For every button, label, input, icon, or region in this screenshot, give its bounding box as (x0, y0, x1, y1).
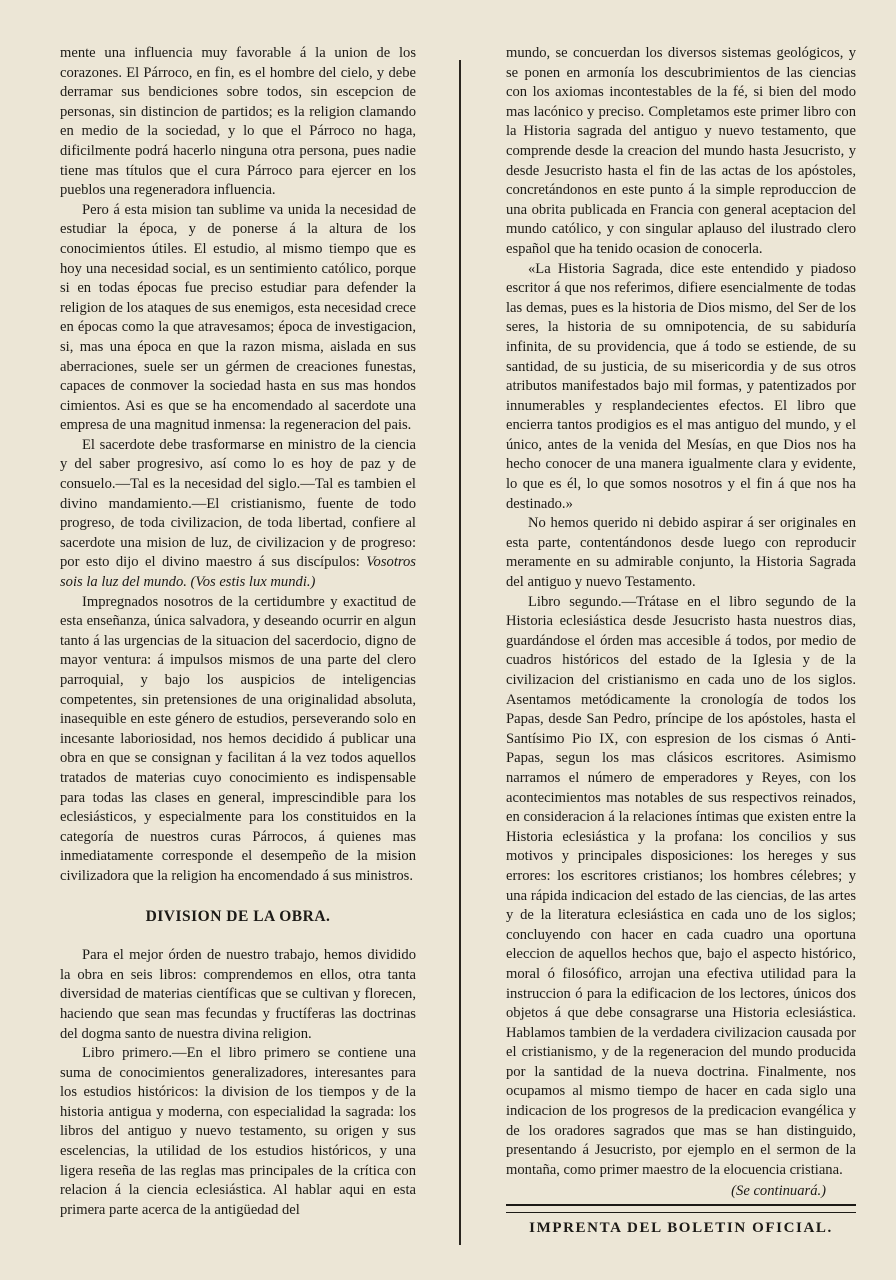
paragraph: mente una influencia muy favorable á la union de los corazones. El Párroco, en fin, es el hombre del cielo, y debe derramar sus bendiciones sobre todos, sin escepcion de personas, sin distincion de partidos; es la religion clamando en medio de la sociedad, y lo que el Párroco no haga, dificilmente podrá hacerlo ninguna otra persona, pues nadie tiene mas títulos que el cura Párroco para ejercer en los pueblos una regeneradora influencia. (60, 45, 416, 199)
quote-italic: Vosotros sois la luz del mundo. (Vos estis lux mundi.) (60, 554, 416, 591)
continued-note: (Se continuará.) (731, 1183, 826, 1200)
section-heading: DIVISION DE LA OBRA. (145, 907, 331, 925)
paragraph: Pero á esta mision tan sublime va unida la necesidad de estudiar la época, y de ponerse á la altura de los conocimientos útiles. El estudio, al mismo tiempo que es hoy una necesidad social, es un sentimiento católico, porque si en todas épocas fue preciso estudiar para defender la religion de los ataques de sus enemigos, esta necesidad crece en épocas como la que atravesamos; época de investigacion, si, mas una época en que la razon misma, aislada en sus aberraciones, suele ser un gérmen de creaciones funestas, capaces de conmover la sociedad hasta en sus mas hondos cimientos. Asi es que se ha encomendado al sacerdote una empresa de una magnitud inmensa: la regeneracion del pais. (60, 201, 416, 434)
paragraph: Libro segundo.—Trátase en el libro segundo de la Historia eclesiástica desde Jesucristo hasta nuestros dias, guardándose el órden mas accesible á todos, por medio de cuadros históricos del estado de la Iglesia y de la civilizacion del cristianismo en cada uno de los siglos. Asentamos metódicamente la cronología de todos los Papas, desde San Pedro, príncipe de los apóstoles, hasta el Santísimo Pio IX, con espresion de los cismas ó Anti-Papas, segun los mas clásicos escritores. Asimismo narramos el número de emperadores y Reyes, con los acontecimientos mas notables de sus respectivos reinados, en consideracion á la relaciones íntimas que existen entre la Historia eclesiástica y la profana: los concilios y sus motivos y principales disposiciones: los hereges y sus errores: los escritores cristianos; los hombres célebres; y una rápida indicacion del estado de las ciencias, de las artes y de la literatura eclesiástica en cada uno de los siglos; concluyendo con hacer en cada cuadro una oportuna eleccion de aquellos hechos que, bajo el aspecto histórico, moral ó filosófico, arrojan una efectiva utilidad para la instruccion ó para la edificacion de los lectores, únicos dos objetos á que debe consagrarse una Historia eclesiástica. Hablamos tambien de la verdadera civilizacion causada por el cristianismo, y de la regeneracion del mundo producida por la santidad de la nueva doctrina. Finalmente, nos ocupamos al mismo tiempo de hacer en cada siglo una indicacion de los progresos de la predicacion evangélica y de los oradores sagrados que mas se han distinguido, presentando á Jesucristo, por ejemplo en el sermon de la montaña, como primer maestro de la elocuencia cristiana. (506, 593, 856, 1178)
paragraph: No hemos querido ni debido aspirar á ser originales en esta parte, contentándonos desde luego con reproducir meramente en su admirable conjunto, la Historia Sagrada del antiguo y nuevo Testamento. (506, 515, 856, 591)
footer-rule (506, 1204, 856, 1213)
paragraph: Libro primero.—En el libro primero se contiene una suma de conocimientos generalizadores, interesantes para los estudios históricos: la division de los tiempos y de la historia antigua y moderna, con especialidad la sagrada: los libros del antiguo y nuevo testamento, su origen y sus escelencias, la utilidad de los estudios históricos, y una ligera reseña de las reglas mas principales de la crítica con relacion á la ciencia eclesiástica. Al hablar aqui en esta primera parte acerca de la antigüedad del (60, 1045, 416, 1218)
paragraph: Impregnados nosotros de la certidumbre y exactitud de esta enseñanza, única salvadora, y deseando ocurrir en algun tanto á las urgencias de la situacion del sacerdocio, digno de mayor ventura: á impulsos mismos de una parte del clero parroquial, y bajo los auspicios de inteligencias competentes, sin pretensiones de una originalidad absoluta, inasequible en este género de estudios, perseverando solo en incesante laboriosidad, nos hemos decidido á publicar una obra en que se consignan y facilitan á la vez todos aquellos tratados de materias cuyo conocimiento es indispensable para todas las clases en general, imprescindible para los eclesiásticos, y especialmente para los constituidos en la categoría de nuestros curas Párrocos, á quienes mas inmediatamente corresponde el desempeño de la mision civilizadora que la religion ha encomendado á sus ministros. (60, 593, 416, 884)
column-divider (459, 60, 461, 1245)
printer-imprint: IMPRENTA DEL BOLETIN OFICIAL. (529, 1220, 833, 1237)
paragraph (60, 436, 416, 593)
paragraph: Para el mejor órden de nuestro trabajo, hemos dividido la obra en seis libros: comprendemos en ellos, otra tanta diversidad de materias científicas que se cultivan y florecen, haciendo que sean mas fecundas y fructíferas las doctrinas del dogma santo de nuestra divina religion. (60, 947, 416, 1042)
paragraph: mundo, se concuerdan los diversos sistemas geológicos, y se ponen en armonía los descubrimientos de las ciencias con los axiomas incontestables de la fé, si bien del modo mas lacónico y preciso. Completamos este primer libro con la Historia sagrada del antiguo y nuevo testamento, que comprende desde la creacion del mundo hasta Jesucristo, y desde Jesucristo hasta el fin de las actas de los apóstoles, concretándonos en este punto á la simple reproduccion de una obrita publicada en Francia con general aceptacion del mundo católico, y con singular aplauso del ilustrado clero español que ha tenido ocasion de conocerla. (506, 45, 856, 257)
left-column (60, 44, 416, 1220)
paragraph: «La Historia Sagrada, dice este entendido y piadoso escritor á que nos referimos, difiere esencialmente de todas las demas, pues es la historia de Dios mismo, del Ser de los seres, la historia de su omnipotencia, de su sabiduría infinita, de su providencia, que á todo se estiende, de su santidad, de su justicia, de su misericordia y de sus otros atributos manifestados bajo mil formas, y patentizados por innumerables y resplandecientes efectos. El libro que encierra tantos prodigios es el mas antiguo del mundo, y el único, antes de la venida del Mesías, en que Dios nos ha hecho conocer de una manera igualmente clara y evidente, lo que es él, lo que somos nosotros y el fin á que nos ha destinado.» (506, 260, 856, 512)
paragraph-text: El sacerdote debe trasformarse en ministro de la ciencia y del saber progresivo, así como lo es hoy de paz y de consuelo.—Tal es la necesidad del siglo.—Tal es tambien el divino mandamiento.—El cristianismo, fuente de todo progreso, de toda civilizacion, de toda libertad, confiere al sacerdote una mision de luz, de civilizacion y de progreso: por esto dijo el divino maestro á sus discípulos: (60, 436, 416, 571)
right-column (506, 44, 856, 1239)
